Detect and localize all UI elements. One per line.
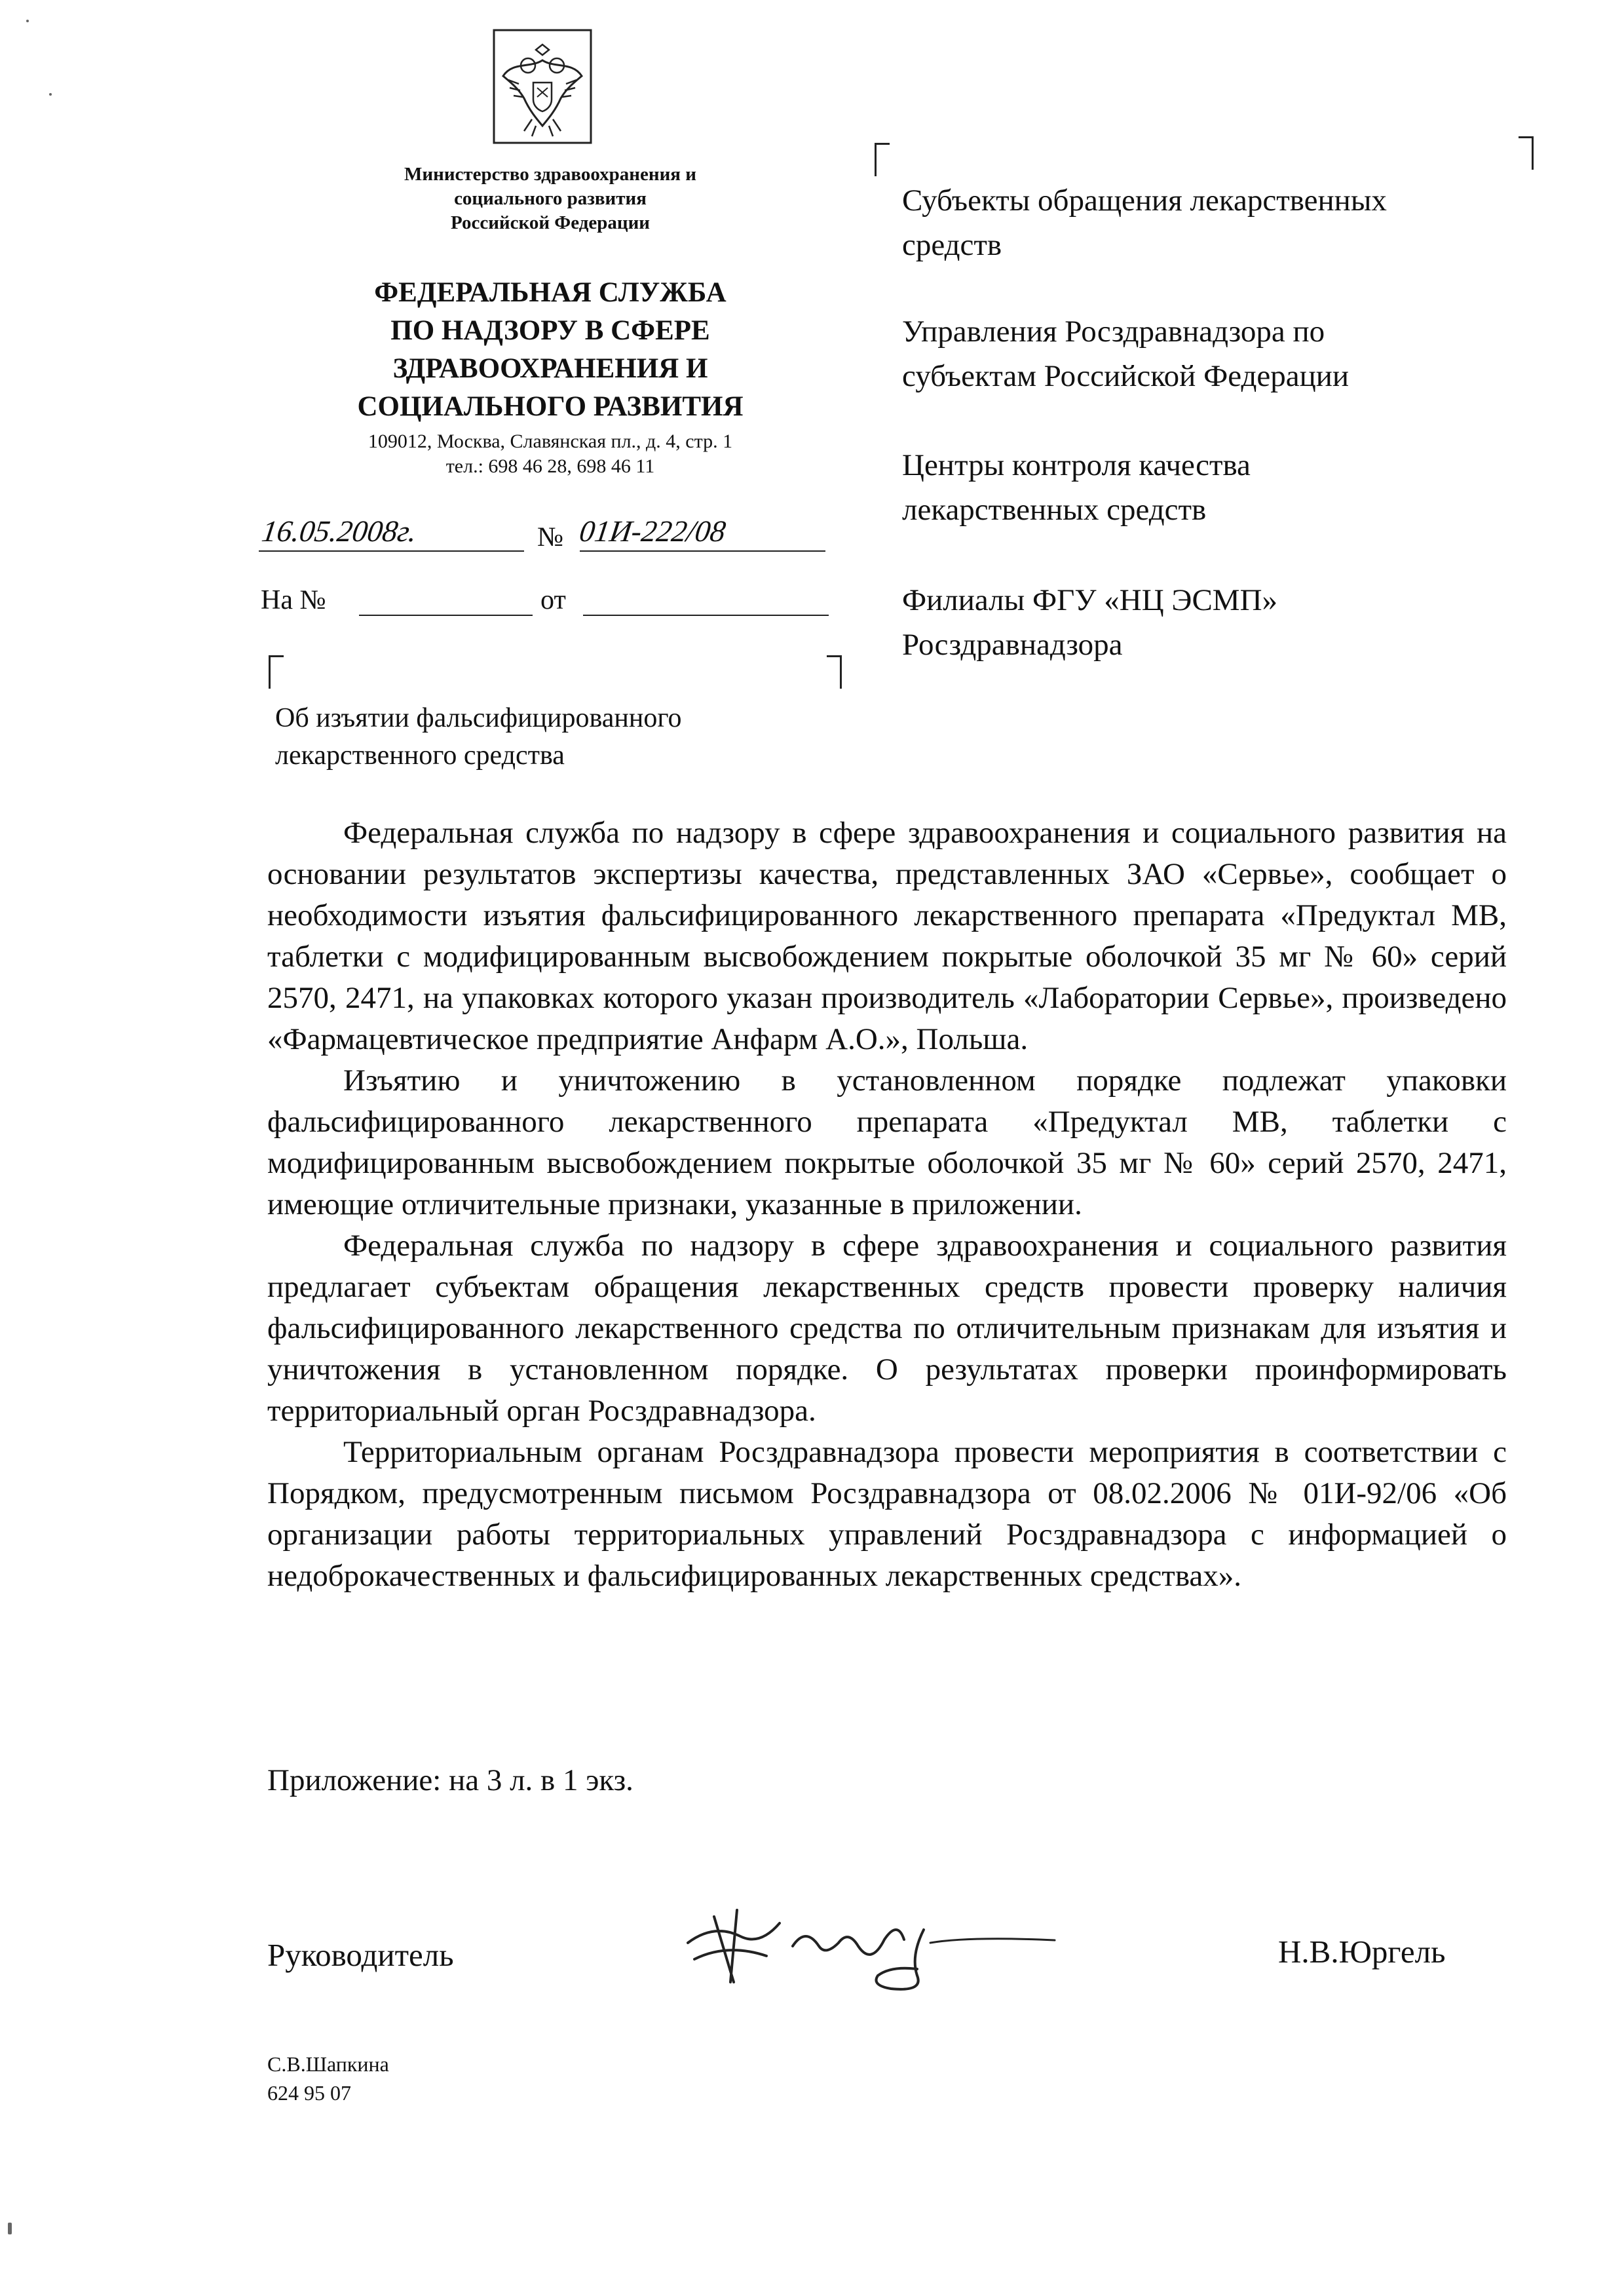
number-underline — [580, 550, 825, 552]
attachment-note: Приложение: на 3 л. в 1 экз. — [267, 1763, 633, 1797]
signatory-name: Н.В.Юргель — [1278, 1934, 1446, 1970]
number-label: № — [537, 522, 564, 552]
service-address: 109012, Москва, Славянская пл., д. 4, стр. 1 тел.: 698 46 28, 698 46 11 — [368, 430, 733, 477]
executor-phone: 624 95 07 — [267, 2081, 351, 2105]
registration-date: 16.05.2008г. — [259, 514, 419, 548]
scan-speck — [26, 20, 29, 22]
reply-to-label: На № — [261, 585, 326, 615]
addressee-bracket-left — [875, 143, 890, 176]
scan-speck — [8, 2223, 12, 2234]
executor-name: С.В.Шапкина — [267, 2052, 389, 2076]
handwritten-signature — [675, 1897, 1068, 1995]
body-paragraph: Федеральная служба по надзору в сфере здравоохранения и социального развития предлагает субъектам обращения лекарственных средств провести проверку наличия фальсифицированного лекарственного средства по отличительным признакам для изъятия и уничтожения в установленном порядке. О результатах проверки проинформировать территориальный орган Росздравнадзора. — [267, 1229, 1507, 1428]
addressee-4: Филиалы ФГУ «НЦ ЭСМП» Росздравнадзора — [902, 583, 1278, 662]
coat-of-arms-icon — [490, 28, 595, 147]
reply-from-label: от — [540, 585, 566, 615]
subject-bracket-right — [827, 655, 842, 689]
signatory-title: Руководитель — [267, 1937, 454, 1973]
executor-info — [267, 2050, 389, 2107]
addressee-3: Центры контроля качества лекарственных средств — [902, 448, 1251, 527]
addressee-bracket-right — [1519, 136, 1534, 170]
letter-body — [267, 813, 1507, 1597]
body-paragraph: Изъятию и уничтожению в установленном порядке подлежат упаковки фальсифицированного лекарственного препарата «Предуктал МВ, таблетки с модифицированным высвобождением покрытые оболочкой 35 мг № 60» серий 2570, 2471, имеющие отличительные признаки, указанные в приложении. — [267, 1063, 1507, 1221]
addressee-2: Управления Росздравнадзора по субъектам Российской Федерации — [902, 315, 1350, 393]
reply-number-blank — [359, 615, 533, 616]
letter-subject: Об изъятии фальсифицированного лекарственного средства — [275, 703, 682, 771]
body-paragraph: Территориальным органам Росздравнадзора провести мероприятия в соответствии с Порядком, предусмотренным письмом Росздравнадзора от 08.02.2006 № 01И-92/06 «Об организации работы территориальных управлений Росздравнадзора с информацией о недоброкачественных и фальсифицированных лекарственных средствах». — [267, 1435, 1507, 1593]
registration-number: 01И-222/08 — [577, 514, 728, 548]
addressee-1: Субъекты обращения лекарственных средств — [902, 183, 1387, 262]
ministry-name: Министерство здравоохранения и социального развития Российской Федерации — [404, 164, 696, 233]
scan-speck — [49, 93, 52, 96]
date-underline — [259, 550, 524, 552]
subject-bracket-left — [269, 655, 284, 689]
service-name: ФЕДЕРАЛЬНАЯ СЛУЖБА ПО НАДЗОРУ В СФЕРЕ ЗДРАВООХРАНЕНИЯ И СОЦИАЛЬНОГО РАЗВИТИЯ — [357, 277, 744, 422]
body-paragraph: Федеральная служба по надзору в сфере здравоохранения и социального развития на основании результатов экспертизы качества, представленных ЗАО «Сервье», сообщает о необходимости изъятия фальсифицированного лекарственного препарата «Предуктал МВ, таблетки с модифицированным высвобождением покрытые оболочкой 35 мг № 60» серий 2570, 2471, на упаковках которого указан производитель «Лаборатории Сервье», произведено «Фармацевтическое предприятие Анфарм А.О.», Польша. — [267, 816, 1507, 1056]
reply-date-blank — [583, 615, 829, 616]
